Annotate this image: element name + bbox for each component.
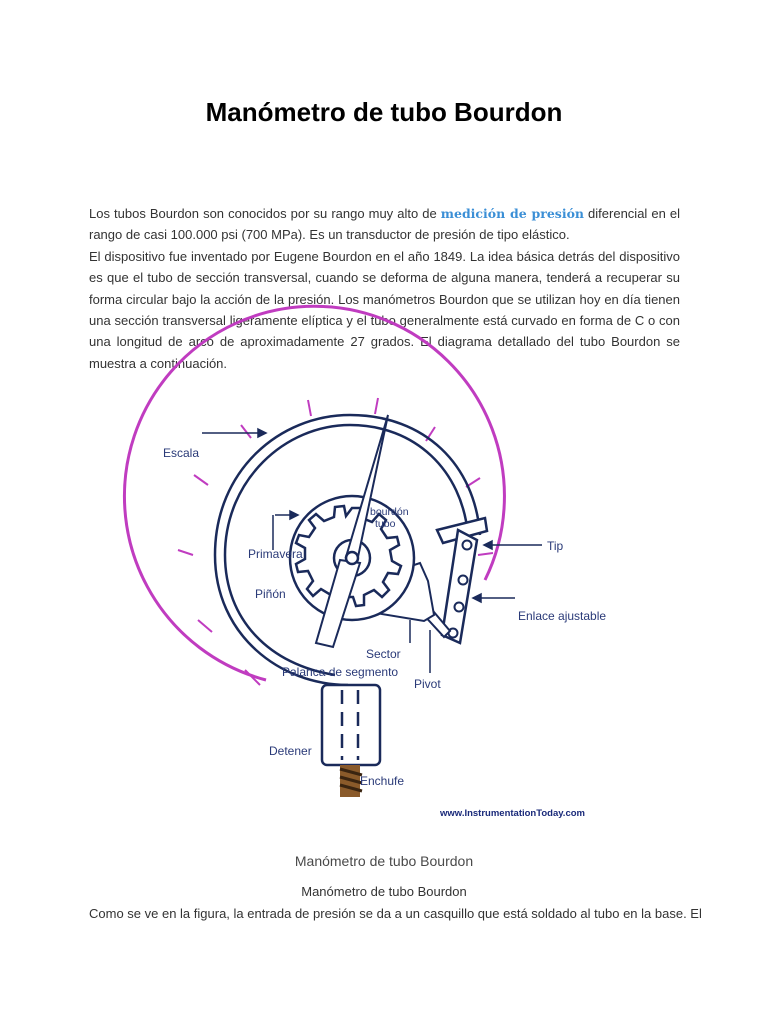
label-pinon: Piñón bbox=[255, 587, 286, 601]
page-title: Manómetro de tubo Bourdon bbox=[205, 97, 563, 127]
socket-block bbox=[322, 685, 380, 765]
label-escala: Escala bbox=[163, 446, 200, 460]
label-detener: Detener bbox=[269, 744, 312, 758]
label-bourdon-2: tubo bbox=[375, 518, 396, 530]
label-primavera: Primavera bbox=[248, 547, 303, 561]
figure-title: Manómetro de tubo Bourdon bbox=[294, 853, 474, 869]
pressure-measurement-link[interactable]: medición de presión bbox=[440, 206, 584, 221]
intro-paragraph bbox=[89, 203, 680, 374]
label-enlace: Enlace ajustable bbox=[518, 609, 607, 623]
figure-caption: Manómetro de tubo Bourdon bbox=[301, 884, 467, 899]
threaded-stem bbox=[340, 765, 362, 797]
label-enchufe: Enchufe bbox=[360, 774, 405, 788]
paragraph-three: Como se ve en la figura, la entrada de presión se da a un casquillo que está soldado al tubo en la base. El bbox=[89, 906, 702, 921]
pointer-hub bbox=[346, 552, 358, 564]
label-palanca: Palanca de segmento bbox=[282, 665, 399, 679]
label-pivot: Pivot bbox=[414, 677, 441, 691]
intro-text-after: diferencial en el rango de casi 100.000 psi (700 MPa). Es un transductor de presión de tipo elástico. bbox=[89, 206, 680, 243]
bourdon-gauge-diagram bbox=[90, 385, 607, 825]
label-sector: Sector bbox=[366, 647, 401, 661]
website-credit: www.InstrumentationToday.com bbox=[440, 808, 585, 819]
label-bourdon-1: bourdón bbox=[370, 506, 409, 518]
label-tip: Tip bbox=[547, 539, 564, 553]
paragraph-two: El dispositivo fue inventado por Eugene Bourdon en el año 1849. La idea básica detrás del dispositivo es que el tubo de sección transversal, cuando se deforma de alguna manera, tenderá a recuperar su forma circular bajo la acción de la presión. Los manómetros Bourdon que se utilizan hoy en día tienen una sección transversal ligeramente elíptica y el tubo generalmente está curvado en forma de C o con una longitud de arco de aproximadamente 27 grados. El diagrama detallado del tubo Bourdon se muestra a continuación. bbox=[89, 248, 680, 371]
intro-text-before: Los tubos Bourdon son conocidos por su rango muy alto de bbox=[89, 206, 441, 221]
